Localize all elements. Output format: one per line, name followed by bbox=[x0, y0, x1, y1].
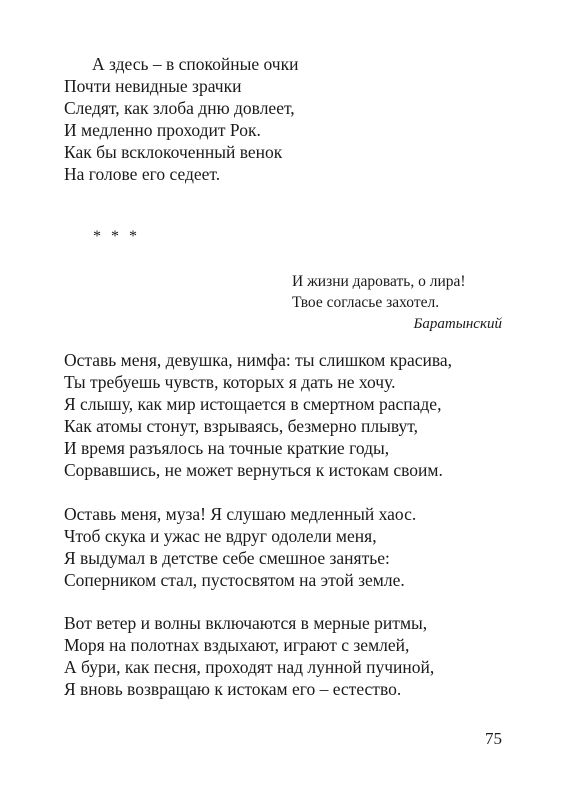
verse-line: И время разъялось на точные краткие годы, bbox=[64, 438, 390, 458]
epigraph-line: Твое согласье захотел. bbox=[292, 294, 440, 311]
poem-stanza-3 bbox=[64, 612, 434, 700]
verse-line: А здесь – в спокойные очки bbox=[92, 54, 299, 74]
verse-line: Я вновь возвращаю к истокам его – естество. bbox=[64, 679, 402, 699]
verse-line: Ты требуешь чувств, которых я дать не хочу. bbox=[64, 372, 396, 392]
verse-line: Чтоб скука и ужас не вдруг одолели меня, bbox=[64, 526, 377, 546]
epigraph bbox=[292, 271, 502, 335]
verse-line: Соперником стал, пустосвятом на этой земле. bbox=[64, 570, 405, 590]
verse-line: И медленно проходит Рок. bbox=[64, 120, 261, 140]
verse-line: Оставь меня, муза! Я слушаю медленный хаос. bbox=[64, 504, 417, 524]
verse-line: Моря на полотнах вздыхают, играют с землей, bbox=[64, 635, 410, 655]
verse-line: Я слышу, как мир истощается в смертном распаде, bbox=[64, 394, 442, 414]
epigraph-author: Баратынский bbox=[413, 316, 502, 332]
verse-line: Почти невидные зрачки bbox=[64, 76, 242, 96]
verse-line: Вот ветер и волны включаются в мерные ритмы, bbox=[64, 613, 428, 633]
verse-line: Сорвавшись, не может вернуться к истокам своим. bbox=[64, 460, 443, 480]
verse-line: Следят, как злоба дню довлеет, bbox=[64, 98, 295, 118]
epigraph-line: И жизни даровать, о лира! bbox=[292, 273, 466, 290]
verse-line: Как бы всклокоченный венок bbox=[64, 142, 283, 162]
section-separator: * * * bbox=[93, 228, 140, 245]
verse-line: Как атомы стонут, взрываясь, безмерно плывут, bbox=[64, 416, 418, 436]
verse-line: Оставь меня, девушка, нимфа: ты слишком красива, bbox=[64, 350, 453, 370]
poem-stanza-2 bbox=[64, 503, 416, 591]
verse-line: Я выдумал в детстве себе смешное занятье: bbox=[64, 548, 390, 568]
page-number: 75 bbox=[485, 729, 502, 748]
stanza-continued bbox=[64, 53, 298, 185]
poem-stanza-1 bbox=[64, 349, 452, 481]
verse-line: А бури, как песня, проходят над лунной пучиной, bbox=[64, 657, 435, 677]
verse-line: На голове его седеет. bbox=[64, 164, 221, 184]
